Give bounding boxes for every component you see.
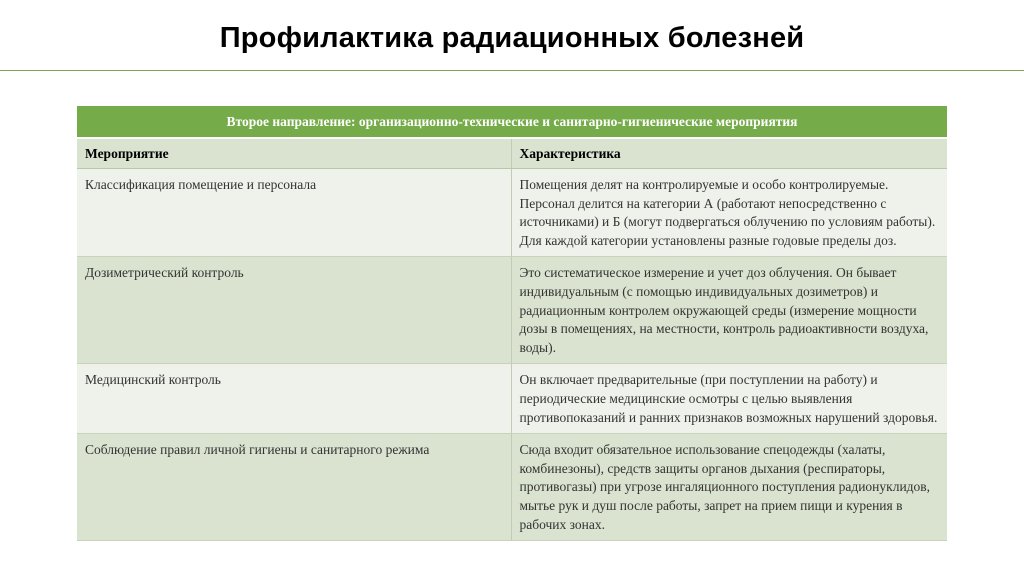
measures-table	[77, 106, 947, 541]
row-measure: Медицинский контроль	[77, 364, 511, 434]
row-description: Это систематическое измерение и учет доз облучения. Он бывает индивидуальным (с помощью индивидуальных дозиметров) и радиационным контролем окружающей среды (измерение мощности дозы в помещениях, на местности, контроль радиоактивности воздуха, воды).	[511, 257, 947, 364]
table-row	[77, 364, 947, 434]
header-measure: Мероприятие	[77, 138, 511, 169]
table-row	[77, 257, 947, 364]
slide-title: Профилактика радиационных болезней	[219, 22, 805, 54]
measures-table-container	[77, 106, 947, 541]
row-description: Сюда входит обязательное использование спецодежды (халаты, комбинезоны), средств защиты органов дыхания (респираторы, противогазы) при угрозе ингаляционного поступления радионуклидов, мытье рук и душ после работы, запрет на прием пищи и курения в рабочих зонах.	[511, 434, 947, 541]
row-description: Помещения делят на контролируемые и особо контролируемые. Персонал делится на категории А (работают непосредственно с источниками) и Б (могут подвергаться облучению по условиям работы). Для каждой категории установлены разные годовые пределы доз.	[511, 169, 947, 257]
table-banner-row	[77, 106, 947, 138]
table-row	[77, 434, 947, 541]
table-header-row	[77, 138, 947, 169]
title-divider	[0, 70, 1024, 71]
row-measure: Соблюдение правил личной гигиены и санитарного режима	[77, 434, 511, 541]
row-measure: Дозиметрический контроль	[77, 257, 511, 364]
table-banner: Второе направление: организационно-технические и санитарно-гигиенические мероприятия	[77, 106, 947, 138]
slide-header	[0, 0, 1024, 72]
row-description: Он включает предварительные (при поступлении на работу) и периодические медицинские осмотры с целью выявления противопоказаний и ранних признаков возможных нарушений здоровья.	[511, 364, 947, 434]
row-measure: Классификация помещение и персонала	[77, 169, 511, 257]
header-description: Характеристика	[511, 138, 947, 169]
table-row	[77, 169, 947, 257]
